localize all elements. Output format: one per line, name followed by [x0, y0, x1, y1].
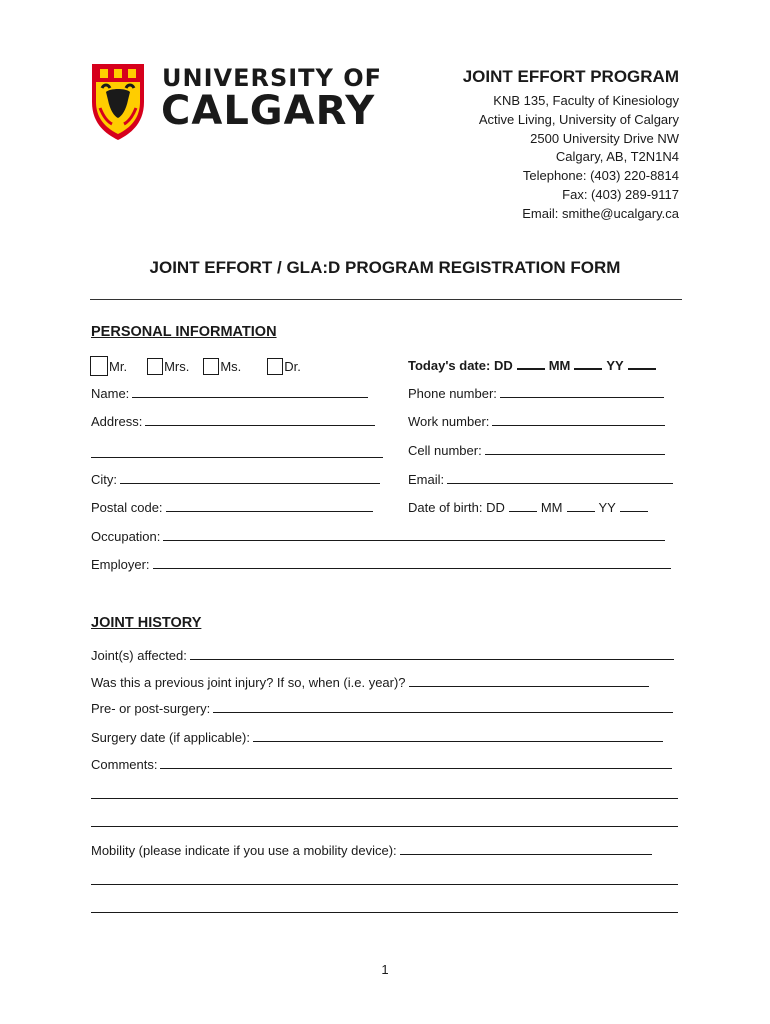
checkbox[interactable] [147, 358, 163, 375]
field-label: Employer: [91, 557, 150, 572]
surgery-status-field[interactable] [91, 701, 673, 716]
field-label: Comments: [91, 757, 158, 772]
mobility-line-2[interactable] [91, 884, 678, 885]
work-number-field[interactable] [408, 414, 665, 429]
field-label: Phone number: [408, 386, 497, 401]
mm-label: MM [540, 500, 563, 515]
employer-field[interactable] [91, 557, 671, 572]
mobility-line-3[interactable] [91, 912, 678, 913]
phone-field[interactable] [408, 386, 664, 401]
comments-line-3[interactable] [91, 826, 678, 827]
option-label: Dr. [284, 358, 301, 374]
contact-line: Calgary, AB, T2N1N4 [555, 149, 679, 165]
surgery-date-field[interactable] [91, 730, 663, 745]
title-options [90, 356, 307, 376]
yy-label: YY [598, 500, 616, 515]
option-label: Mr. [109, 358, 128, 374]
todays-date-label: Today's date: [408, 358, 491, 373]
contact-line: Fax: (403) 289-9117 [562, 186, 679, 202]
logo-line-2: CALGARY [161, 88, 376, 134]
field-label: Was this a previous joint injury? If so, when (i.e. year)? [91, 675, 406, 690]
postal-code-field[interactable] [91, 500, 373, 515]
university-logo [90, 62, 383, 144]
field-label: Mobility (please indicate if you use a mobility device): [91, 843, 397, 858]
field-label: Postal code: [91, 500, 163, 515]
date-of-birth-field[interactable] [408, 500, 652, 515]
program-title: JOINT EFFORT PROGRAM [462, 67, 679, 86]
checkbox[interactable] [203, 358, 219, 375]
title-option-mrs[interactable] [147, 358, 189, 375]
option-label: Mrs. [164, 358, 190, 374]
title-option-ms[interactable] [203, 358, 241, 375]
field-label: Cell number: [408, 443, 482, 458]
contact-block [463, 66, 679, 224]
contact-line: Email: smithe@ucalgary.ca [522, 205, 679, 221]
field-label: Work number: [408, 414, 490, 429]
name-field[interactable] [91, 386, 368, 401]
email-field[interactable] [408, 472, 673, 487]
mm-label: MM [548, 358, 571, 373]
page-number: 1 [381, 962, 389, 977]
cell-number-field[interactable] [408, 443, 665, 458]
city-field[interactable] [91, 472, 380, 487]
field-label: Address: [91, 414, 143, 429]
occupation-field[interactable] [91, 529, 665, 544]
field-label: Surgery date (if applicable): [91, 730, 250, 745]
joint-history-heading: JOINT HISTORY [91, 615, 202, 631]
dd-label: DD [486, 500, 505, 515]
contact-line: 2500 University Drive NW [530, 130, 679, 146]
form-title: JOINT EFFORT / GLA:D PROGRAM REGISTRATION FORM [149, 258, 621, 277]
field-label: Pre- or post-surgery: [91, 701, 211, 716]
option-label: Ms. [220, 358, 242, 374]
field-label: Occupation: [91, 529, 161, 544]
contact-line: KNB 135, Faculty of Kinesiology [493, 93, 679, 108]
checkbox[interactable] [90, 356, 108, 376]
contact-line: Active Living, University of Calgary [478, 111, 679, 127]
joints-affected-field[interactable] [91, 648, 674, 663]
checkbox[interactable] [267, 358, 283, 375]
title-option-mr[interactable] [90, 356, 127, 376]
field-label: Email: [408, 472, 445, 487]
address-field[interactable] [91, 414, 375, 429]
personal-info-heading: PERSONAL INFORMATION [91, 324, 277, 340]
field-label: Joint(s) affected: [91, 648, 187, 663]
yy-label: YY [606, 358, 624, 373]
comments-field[interactable] [91, 757, 672, 772]
title-option-dr[interactable] [267, 358, 301, 375]
contact-line: Telephone: (403) 220-8814 [522, 168, 679, 184]
dd-label: DD [493, 358, 513, 373]
field-label: City: [91, 472, 117, 487]
mobility-field[interactable] [91, 843, 652, 858]
todays-date-field[interactable] [408, 358, 660, 373]
field-label: Name: [91, 386, 130, 401]
comments-line-2[interactable] [91, 798, 678, 799]
address-line-2[interactable] [91, 457, 383, 458]
previous-injury-field[interactable] [91, 675, 649, 690]
logo-line-1: UNIVERSITY OF [162, 64, 383, 92]
field-label: Date of birth: [408, 500, 483, 515]
crest-icon [90, 62, 146, 142]
title-divider [90, 299, 682, 300]
